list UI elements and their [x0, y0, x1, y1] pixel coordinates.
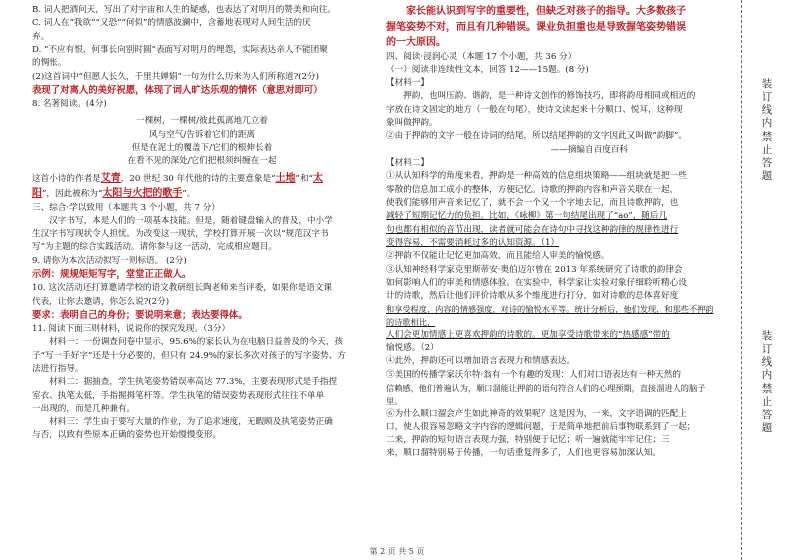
text-line: 押韵，也叫压韵、谐韵，是一种诗文创作的修饰技巧，即将韵母相同或相近的 [403, 91, 696, 102]
text-line: 信赖感，他们普遍认为，顺口溜能让押韵的语句符合人们的心理预期，直接溜进人的脑子里。 [386, 383, 706, 406]
answer-7-2: 表现了对离人的美好祝愿，体现了词人旷达乐观的情怀（意思对即可） [32, 84, 323, 96]
material-3: 材料三：学生由于要写大量的作业，为了追求速度，无暇顾及执笔姿势正确 [49, 417, 333, 428]
answer-11-cont: 握笔姿势不对，而且有几种错误。课业负担重也是导致握笔姿势错误 [386, 21, 686, 33]
text-line: ③认知神经科学家克里斯蒂安·奥伯迈尔曾在 2013 年系统研究了诗歌的韵律会 [386, 264, 683, 275]
text-line: 室衣、执笔太低，手指握拇笔杆等。学生执笔的错误姿势表现形式往往不单单 [32, 390, 325, 401]
text-line: 弃。 [32, 31, 50, 42]
poem-line: 一棵树，一棵树/彼此孤离地兀立着 [136, 116, 268, 127]
material-1: 材料一：一份调查问卷中显示，95.6%的家长认为在电脑日益普及的今天，孩 [49, 337, 343, 348]
text-line: 如何影响人们的审美和情感体验。在实验中，科学家让实验对象仔细聆听精心设 [386, 277, 687, 288]
question-8: 8. 名著阅读。(4分) [32, 98, 107, 109]
material-1-heading: 【材料一】 [386, 78, 429, 89]
text-line: 写”为主题的综合实践活动。请你参与这一活动，完成相应题目。 [32, 242, 278, 253]
poem-line: 风与空气/告诉着它们的距离 [148, 129, 256, 140]
answer-9: 示例：规规矩矩写字，堂堂正正做人。 [32, 269, 192, 281]
text-line: 减轻了短期记忆力的负担。比如，《咏柳》第一句结尾出现了“ao”，随后几 [386, 211, 668, 222]
answer-image-2b: 阳 [32, 188, 42, 200]
material-2: 材料二：据抽查，学生执笔姿势错误率高达 77.3%，主要表现形式是手指捏 [49, 377, 338, 388]
text-line: 子“写一手好字”还是十分必要的，但只有 24.9%的家长多次对孩子的写字姿势、方 [32, 350, 346, 361]
text-line: 的惆怅。 [32, 58, 67, 69]
binding-warning-bottom: 装订线内禁止答题 [761, 330, 773, 434]
text-line: ②押韵不仅能让记忆更加高效，而且能给人审美的愉悦感。 [386, 251, 610, 262]
answer-image-1: 土地 [275, 172, 296, 184]
answer-11-cont: 的一大原因。 [386, 37, 446, 48]
binding-dashed-line [741, 0, 742, 560]
left-column [32, 4, 372, 443]
page-number: 第 2 页 共 5 页 [369, 547, 425, 556]
answer-10: 要求：表明自己的身份；要说明来意；表达要得体。 [32, 309, 248, 321]
text-line: ⑤美国的传播学家沃尔特·翁有一个有趣的发现：人们对口语表达有一种天然的 [386, 369, 681, 380]
text-line: 变得容易，不需要消耗过多的认知资源。（1） [386, 237, 560, 248]
text-line: 一出现的，而是几种兼有。 [32, 403, 136, 414]
text-line: 句也都有相似的音节出现，读者就可能会在诗句中寻找这种韵律的规律性进行 [386, 224, 679, 235]
section-3-heading: 三、综合·学以致用（本题共 3 个小题，共 7 分） [32, 202, 220, 213]
text-line: 零散的信息加工成小的整体，方便记忆。诗歌的押韵内容和声音关联在一起， [386, 184, 679, 195]
text-line: 口，使人很容易忽略文字内容的逻辑问题，于是简单地把前后事物联系到了一起； [386, 421, 696, 432]
answer-image-2a: 太 [312, 172, 323, 184]
section-4-sub: （一）阅读非连续性文本，回答 12——15题。(8 分) [386, 64, 589, 75]
text-line: 和享受程度，内容的情感强度，对诗的愉悦水平等。统计分析后，他们发现，和那些不押韵的诗歌相比， [386, 304, 714, 328]
text-line: ④此外，押韵还可以增加语言表现力和情感表达。 [386, 356, 576, 367]
text-line: D. “不应有恨，何事长向别时圆”表面写对明月的埋怨，实际表达亲人不能团聚 [32, 44, 328, 55]
text-line: ⑥为什么顺口溜会产生如此神奇的效果呢？这是因为，一来，文字语调的匹配上 [386, 408, 687, 419]
text-line: 愉悦感。（2） [386, 343, 439, 354]
text-line: 生汉字书写现状令人担忧。为改变这一现状，学校打算开展一次以“规范汉字书 [32, 229, 329, 240]
text-line: 法进行指导。 [32, 363, 84, 374]
text-line: 字放在诗文固定的地方（一般在句尾），使诗文读起来十分顺口、悦耳，这种现 [386, 104, 683, 115]
question-8-text: 这首小诗的作者是艾青，20 世纪 30 年代他的诗的主要意象是“土地”和“太 [32, 172, 323, 184]
question-10: 10. 这次活动还打算邀请学校的语文教研组长陶老师来当评委，如果你是语文课 [32, 283, 332, 294]
text-line: 代表，让你去邀请，你怎么说?(2分) [32, 296, 170, 307]
question-8-text-cont: 阳”，因此被称为“太阳与火把的歌手”。 [32, 188, 196, 200]
answer-title: 太阳与火把的歌手 [102, 188, 183, 200]
source-note: ——摘编自百度百科 [550, 144, 628, 155]
right-column [386, 4, 718, 461]
text-line: 汉字书写，本是人们的一项基本技能。但是，随着键盘输入的普及，中小学 [49, 215, 333, 226]
text-line: 二来，押韵的短句语言表现力强，特别便于记忆；听一遍就能牢牢记住；三 [386, 435, 670, 446]
text-line: ②由于押韵的文字一般在诗词的结尾，所以结尾押韵的文字因此又叫做“韵脚”。 [386, 131, 687, 142]
question-9: 9. 请你为本次活动拟写一则标语。 (2分) [32, 255, 187, 266]
binding-margin [730, 0, 794, 560]
text-line: B. 词人把酒问天，写出了对宇宙和人生的疑惑，也表达了对明月的赞美和向往。 [32, 5, 336, 15]
question-7-2: (2)这首词中“但愿人长久，千里共婵娟”一句为什么历来为人们所称道?(2分) [32, 71, 319, 82]
text-line: 来，顺口溜特别易于传播，一句话重复得多了，人们也更容易加深认知。 [386, 448, 662, 459]
text-line: C. 词人在“我欲”“又恐”“何似”的情感波澜中，含蓄地表现对人间生活的厌 [32, 18, 311, 29]
poem-line: 在看不见的深处/它们把根须纠缠在一起 [127, 156, 277, 167]
text-line: 使我们能够用声音来记忆了，就不会一个又一个字地去记，而且诗歌押韵，也 [386, 197, 679, 208]
text-line: ①从认知科学的角度来看，押韵是一种高效的信息组块策略——组块就是把一些 [386, 171, 687, 182]
poem-line: 但是在泥土的覆盖下/它们的根伸长着 [131, 142, 273, 153]
text-line: 象叫做押韵。 [386, 118, 438, 129]
binding-warning-top: 装订线内禁止答题 [761, 78, 773, 182]
section-4-heading: 四、阅读·浸润心灵（本题 17 个小题，共 36 分） [386, 51, 577, 62]
answer-11: 家长能认识到写字的重要性，但缺乏对孩子的指导。大多数孩子 [406, 6, 686, 17]
question-11: 11. 阅读下面三则材料，说说你的探究发现。（3分） [32, 323, 231, 334]
text-line: 计的诗歌，然后让他们评价诗歌从多个维度进行打分，如对诗歌的总体喜好度 [386, 291, 679, 302]
poem [32, 115, 372, 168]
answer-author: 艾青 [100, 172, 121, 184]
text-line: 与否，以致有些原本正确的姿势也开始慢慢变形。 [32, 430, 222, 441]
material-2-heading: 【材料二】 [386, 158, 429, 168]
text-line: 人们会更加情感上更喜欢押韵的诗歌的。更加享受诗歌带来的“热感感”带的 [386, 329, 670, 340]
